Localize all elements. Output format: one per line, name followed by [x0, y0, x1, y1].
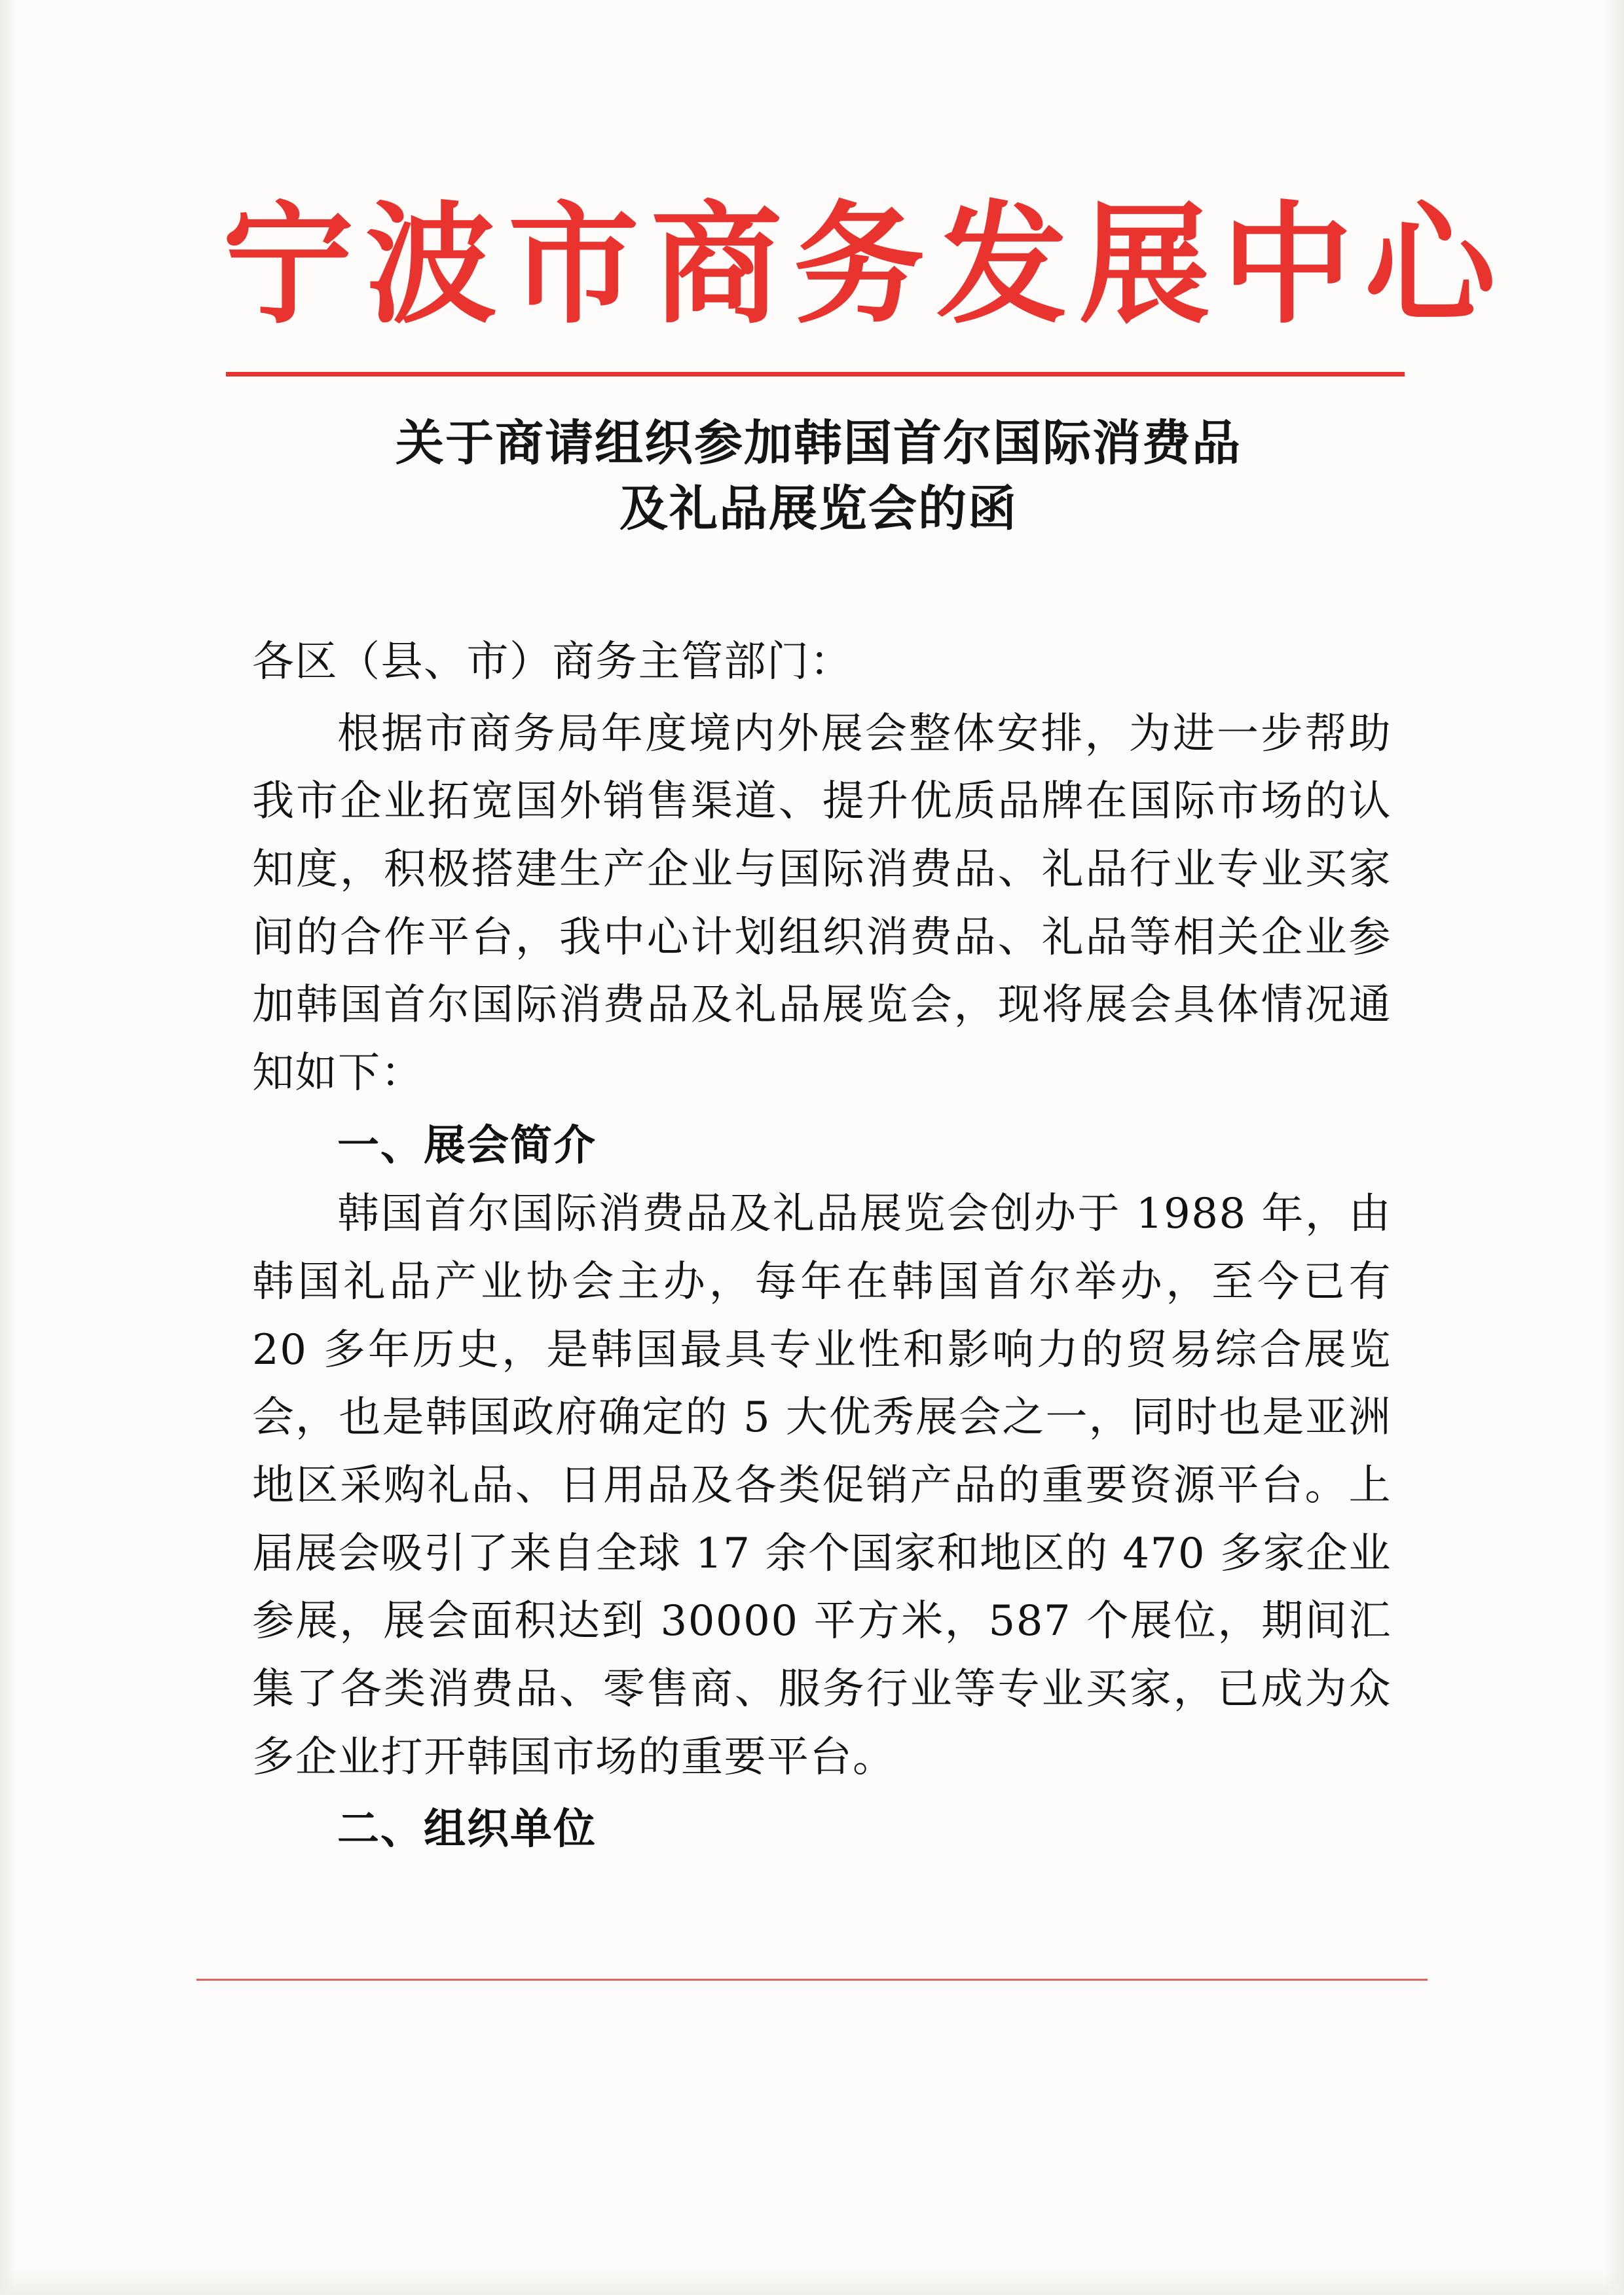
document-body — [252, 629, 1392, 1865]
section-heading-2: 二、组织单位 — [337, 1805, 597, 1854]
scan-edge-left — [0, 0, 17, 2295]
footer-divider — [196, 1979, 1428, 1981]
section-1-paragraph: 韩国首尔国际消费品及礼品展览会创办于 1988 年，由韩国礼品产业协会主办，每年在韩国首尔举办，至今已有 20 多年历史，是韩国最具专业性和影响力的贸易综合展览会，也是韩国政府确定的 5 大优秀展会之一，同时也是亚洲地区采购礼品、日用品及各类促销产品的重要资源平台。上届展会吸引了来自全球 17 余个国家和地区的 470 多家企业参展，展会面积达到 30000 平方米，587 个展位，期间汇集了各类消费品、零售商、服务行业等专业买家，已成为众多企业打开韩国市场的重要平台。 — [252, 1190, 1392, 1782]
page-title-line-2: 及礼品展览会的函 — [619, 480, 1018, 537]
letterhead — [223, 188, 1508, 342]
page-title — [262, 411, 1375, 542]
organization-name: 宁波市商务发展中心 — [223, 188, 1508, 342]
section-heading-1: 一、展会简介 — [337, 1120, 597, 1170]
page-title-line-1: 关于商请组织参加韩国首尔国际消费品 — [396, 415, 1242, 471]
salutation: 各区（县、市）商务主管部门： — [252, 638, 853, 686]
letterhead-divider — [226, 372, 1405, 376]
intro-paragraph: 根据市商务局年度境内外展会整体安排，为进一步帮助我市企业拓宽国外销售渠道、提升优质品牌在国际市场的认知度，积极搭建生产企业与国际消费品、礼品行业专业买家间的合作平台，我中心计划组织消费品、礼品等相关企业参加韩国首尔国际消费品及礼品展览会，现将展会具体情况通知如下： — [252, 709, 1392, 1098]
scan-edge-bottom — [0, 2269, 1624, 2295]
scan-edge-right — [1604, 0, 1624, 2295]
